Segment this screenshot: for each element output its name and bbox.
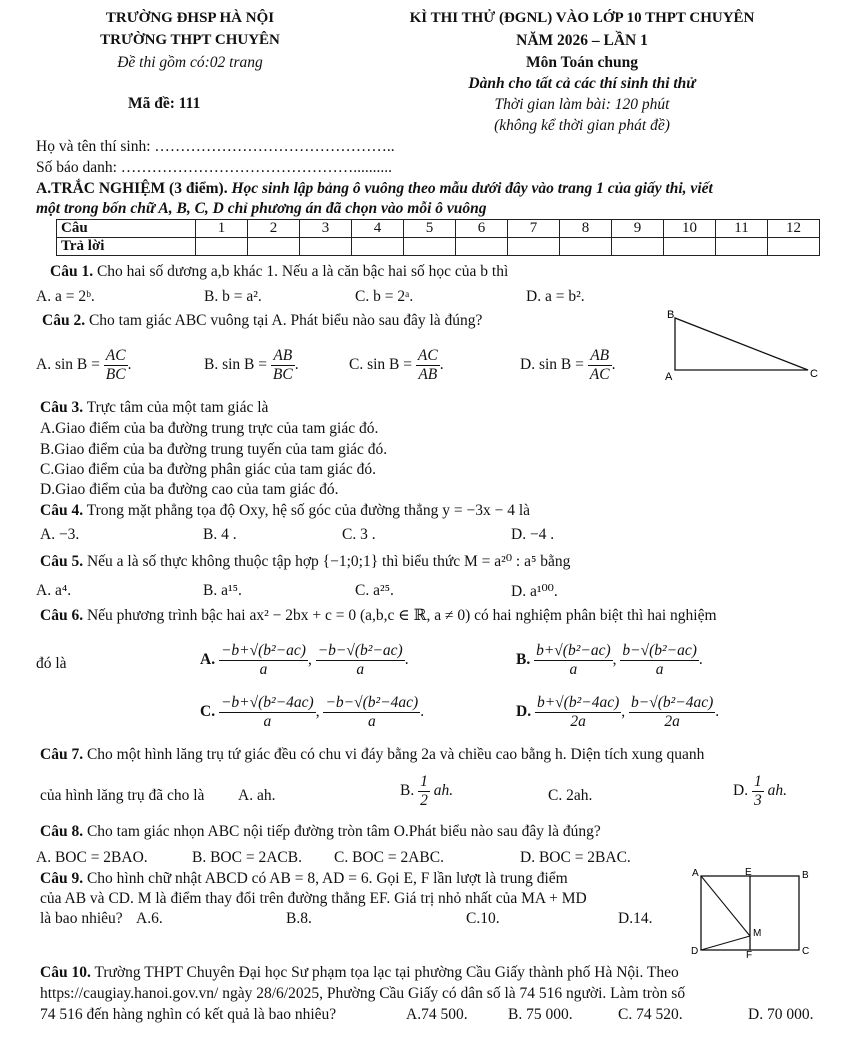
candidate-name: Họ và tên thí sinh: ……………………………………….. <box>36 138 395 155</box>
q2-d-label: D. sin B = <box>520 355 584 373</box>
q4-option-b: B. 4 . <box>203 526 237 543</box>
q2-label: Câu 2. <box>42 312 86 329</box>
label-e: E <box>745 867 752 878</box>
q8-option-d: D. BOC = 2BAC. <box>520 849 631 866</box>
question-10 <box>40 964 679 982</box>
answer-col-11: 11 <box>716 220 768 238</box>
q6-d-num1: b+√(b²−4ac) <box>536 694 620 711</box>
triangle-shape <box>675 318 808 370</box>
answer-cell[interactable] <box>248 238 300 256</box>
page-count: Đề thi gồm có:02 trang <box>117 54 263 71</box>
q2-option-c: C. sin B = $\frac{AC}{AB}$ . <box>349 347 444 383</box>
exam-title: KÌ THI THỬ (ĐGNL) VÀO LỚP 10 THPT CHUYÊN <box>409 10 755 26</box>
q6-b-den2: a <box>655 660 664 678</box>
q2-d-num: AB <box>588 347 612 366</box>
q6-d-den2: 2a <box>664 712 680 730</box>
q9-text-3: là bao nhiêu? <box>40 910 123 927</box>
q10-text: Trường THPT Chuyên Đại học Sư phạm tọa lạc tại phường Cầu Giấy thành phố Hà Nội. Theo <box>94 964 679 981</box>
q10-option-c: C. 74 520. <box>618 1006 683 1023</box>
q2-c-label: C. sin B = <box>349 355 413 373</box>
answer-cell[interactable] <box>560 238 612 256</box>
question-8 <box>40 823 601 841</box>
q7-b-den: 2 <box>420 791 428 809</box>
q6-option-b: B. $\frac{\text{b+√(b²−ac)}}{a}$ , $\frac{\text{b−√(b²−ac)}}{a}$ . <box>516 642 703 678</box>
q3-option-c: C.Giao điểm của ba đường phân giác của tam giác đó. <box>40 461 376 478</box>
answer-cell[interactable] <box>612 238 664 256</box>
q7-option-a: A. ah. <box>238 787 276 804</box>
q5-label: Câu 5. <box>40 553 84 570</box>
vertex-b: B <box>667 309 675 321</box>
q2-triangle-figure <box>660 308 825 383</box>
q3-option-a: A.Giao điểm của ba đường trung trực của tam giác đó. <box>40 420 379 437</box>
q10-option-d: D. 70 000. <box>748 1006 814 1023</box>
subject: Môn Toán chung <box>526 54 638 71</box>
q8-option-c: C. BOC = 2ABC. <box>334 849 444 866</box>
duration: Thời gian làm bài: 120 phút <box>494 96 670 113</box>
answer-col-6: 6 <box>456 220 508 238</box>
q6-c-num1: −b+√(b²−4ac) <box>220 694 314 711</box>
label-c: C <box>802 946 810 957</box>
q5-option-c: C. a²⁵. <box>355 582 394 599</box>
answer-cell[interactable] <box>716 238 768 256</box>
segment-dm <box>701 936 750 950</box>
duration-note: (không kể thời gian phát đề) <box>494 117 670 134</box>
q6-option-a: A. $\frac{\text{−b+√(b²−ac)}}{a}$ , $\frac{\text{−b−√(b²−ac)}}{a}$ . <box>200 642 409 678</box>
question-7 <box>40 746 704 764</box>
q6-lead: đó là <box>36 655 67 672</box>
q2-b-den: BC <box>272 365 293 383</box>
section-instruction-1: Học sinh lập bảng ô vuông theo mẫu dưới đây vào trang 1 của giấy thi, viết <box>231 180 713 197</box>
vertex-c: C <box>810 368 818 380</box>
answer-col-4: 4 <box>352 220 404 238</box>
q2-option-b: B. sin B = $\frac{AB}{BC}$ . <box>204 347 299 383</box>
answer-row-label: Trả lời <box>57 238 196 256</box>
label-f: F <box>746 950 753 958</box>
q6-option-d: D. $\frac{\text{b+√(b²−4ac)}}{2a}$ , $\frac{\text{b−√(b²−4ac)}}{2a}$ . <box>516 694 720 730</box>
q8-label: Câu 8. <box>40 823 84 840</box>
q4-label: Câu 4. <box>40 502 84 519</box>
q6-c-label: C. <box>200 702 216 720</box>
answer-col-8: 8 <box>560 220 612 238</box>
q9-option-d: D.14. <box>618 910 653 927</box>
q7-d-var: ah. <box>767 781 787 799</box>
q5-option-b: B. a¹⁵. <box>203 582 242 599</box>
label-d: D <box>691 946 699 957</box>
q2-d-den: AC <box>589 365 610 383</box>
q2-a-label: A. sin B = <box>36 355 100 373</box>
q2-b-num: AB <box>271 347 295 366</box>
answer-col-10: 10 <box>664 220 716 238</box>
q2-c-den: AB <box>418 365 438 383</box>
q6-b-num1: b+√(b²−ac) <box>536 642 611 659</box>
vertex-a: A <box>665 371 673 383</box>
q1-option-c: C. b = 2ᵃ. <box>355 288 414 305</box>
q9-text-2: của AB và CD. M là điểm thay đổi trên đường thẳng EF. Giá trị nhỏ nhất của MA + MD <box>40 890 587 907</box>
q3-text: Trực tâm của một tam giác là <box>86 399 269 416</box>
q7-option-c: C. 2ah. <box>548 787 593 804</box>
q7-label: Câu 7. <box>40 746 84 763</box>
q4-text: Trong mặt phẳng tọa độ Oxy, hệ số góc của đường thẳng y = −3x − 4 là <box>86 502 531 519</box>
q5-option-d: D. a¹⁰⁰. <box>511 583 558 600</box>
q2-option-a: A. sin B = $\frac{AC}{BC}$ . <box>36 347 132 383</box>
section-heading <box>36 180 713 198</box>
answer-cell[interactable] <box>300 238 352 256</box>
q4-option-d: D. −4 . <box>511 526 555 543</box>
q1-text: Cho hai số dương a,b khác 1. Nếu a là căn bậc hai số học của b thì <box>96 263 509 280</box>
q6-b-num2: b−√(b²−ac) <box>622 642 697 659</box>
q6-a-den1: a <box>259 660 268 678</box>
q7-b-num: 1 <box>420 773 428 790</box>
q2-a-num: AC <box>105 347 126 364</box>
q9-label: Câu 9. <box>40 870 84 887</box>
q6-a-den2: a <box>356 660 365 678</box>
q6-b-label: B. <box>516 650 531 668</box>
q2-option-d: D. sin B = $\frac{AB}{AC}$ . <box>520 347 616 383</box>
answer-table-header: Câu <box>57 220 196 238</box>
question-2 <box>42 312 482 330</box>
q10-text-3: 74 516 đến hàng nghìn có kết quả là bao nhiêu? <box>40 1006 337 1023</box>
q9-option-b: B.8. <box>286 910 312 927</box>
q6-d-den1: 2a <box>570 712 586 730</box>
question-4 <box>40 502 530 520</box>
question-6 <box>40 606 717 625</box>
label-m: M <box>753 928 762 939</box>
segment-am <box>701 876 750 936</box>
question-5 <box>40 552 570 571</box>
q6-d-num2: b−√(b²−4ac) <box>630 694 714 711</box>
q6-a-label: A. <box>200 650 216 668</box>
section-title: A.TRẮC NGHIỆM (3 điểm). <box>36 180 228 197</box>
q8-text: Cho tam giác nhọn ABC nội tiếp đường tròn tâm O.Phát biểu nào sau đây là đúng? <box>86 823 601 840</box>
answer-table <box>56 219 820 256</box>
school-name-1: TRƯỜNG ĐHSP HÀ NỘI <box>105 10 275 26</box>
q3-option-d: D.Giao điểm của ba đường cao của tam giác đó. <box>40 481 339 498</box>
label-a: A <box>692 868 699 879</box>
q10-option-b: B. 75 000. <box>508 1006 573 1023</box>
audience: Dành cho tất cả các thí sinh thi thử <box>468 75 696 92</box>
q6-a-num2: −b−√(b²−ac) <box>317 642 403 659</box>
q7-d-num: 1 <box>753 773 762 790</box>
answer-cell[interactable] <box>352 238 404 256</box>
q6-b-den1: a <box>569 660 578 678</box>
q8-option-b: B. BOC = 2ACB. <box>192 849 302 866</box>
answer-col-9: 9 <box>612 220 664 238</box>
q2-text: Cho tam giác ABC vuông tại A. Phát biểu nào sau đây là đúng? <box>88 312 483 329</box>
q2-c-num: AC <box>417 347 438 364</box>
q10-option-a: A.74 500. <box>406 1006 468 1023</box>
question-3 <box>40 399 268 417</box>
q1-label: Câu 1. <box>50 263 94 280</box>
q7-text-2: của hình lăng trụ đã cho là <box>40 787 205 804</box>
answer-col-12: 12 <box>768 220 820 238</box>
answer-col-5: 5 <box>404 220 456 238</box>
answer-cell[interactable] <box>404 238 456 256</box>
q7-b-var: ah. <box>433 781 454 799</box>
answer-cell[interactable] <box>508 238 560 256</box>
q7-b-label: B. <box>400 781 415 799</box>
q6-text: Nếu phương trình bậc hai ax² − 2bx + c = 0 (a,b,c ∈ ℝ, a ≠ 0) có hai nghiệm phân biệt thì hai nghiệm <box>86 607 717 624</box>
answer-col-7: 7 <box>508 220 560 238</box>
question-1 <box>50 263 508 281</box>
exam-year: NĂM 2026 – LẦN 1 <box>516 32 648 49</box>
q2-b-label: B. sin B = <box>204 355 268 373</box>
q6-c-den2: a <box>367 712 376 730</box>
q1-option-b: B. b = a². <box>204 288 262 305</box>
answer-col-3: 3 <box>300 220 352 238</box>
exam-code: Mã đề: 111 <box>128 95 201 112</box>
answer-col-1: 1 <box>196 220 248 238</box>
q8-option-a: A. BOC = 2BAO. <box>36 849 148 866</box>
answer-cell[interactable] <box>768 238 820 256</box>
q3-label: Câu 3. <box>40 399 84 416</box>
q9-text: Cho hình chữ nhật ABCD có AB = 8, AD = 6. Gọi E, F lần lượt là trung điểm <box>86 870 568 887</box>
q10-text-2: https://caugiay.hanoi.gov.vn/ ngày 28/6/2025, Phường Cầu Giấy có dân số là 74 516 người. Làm tròn số <box>40 985 686 1002</box>
q6-c-den1: a <box>263 712 272 730</box>
q7-d-den: 3 <box>753 791 762 809</box>
q7-d-label: D. <box>733 781 749 799</box>
answer-cell[interactable] <box>456 238 508 256</box>
q6-d-label: D. <box>516 702 532 720</box>
section-instruction-2: một trong bốn chữ A, B, C, D chỉ phương án đã chọn vào mỗi ô vuông <box>36 200 487 217</box>
q9-rectangle-figure <box>688 866 818 958</box>
label-b: B <box>802 870 809 881</box>
q10-label: Câu 10. <box>40 964 91 981</box>
answer-cell[interactable] <box>664 238 716 256</box>
q9-option-a: A.6. <box>136 910 163 927</box>
q2-a-den: BC <box>105 365 126 383</box>
q6-a-num1: −b+√(b²−ac) <box>220 642 306 659</box>
q5-text: Nếu a là số thực không thuộc tập hợp {−1;0;1} thì biểu thức M = a²⁰ : a⁵ bằng <box>86 553 571 570</box>
q7-text: Cho một hình lăng trụ tứ giác đều có chu vi đáy bằng 2a và chiều cao bằng h. Diện tích xung quanh <box>86 746 705 763</box>
q7-option-b <box>400 773 453 810</box>
question-9 <box>40 870 568 888</box>
q6-c-num2: −b−√(b²−4ac) <box>325 694 419 711</box>
q1-option-d: D. a = b². <box>526 288 585 305</box>
q6-label: Câu 6. <box>40 607 84 624</box>
answer-col-2: 2 <box>248 220 300 238</box>
q6-option-c: C. $\frac{\text{−b+√(b²−4ac)}}{a}$ , $\frac{\text{−b−√(b²−4ac)}}{a}$ . <box>200 694 425 730</box>
candidate-id: Số báo danh: ……………………………………….......... <box>36 159 393 176</box>
answer-cell[interactable] <box>196 238 248 256</box>
q5-option-a: A. a⁴. <box>36 582 72 599</box>
q1-option-a: A. a = 2ᵇ. <box>36 288 95 305</box>
q9-option-c: C.10. <box>466 910 500 927</box>
q3-option-b: B.Giao điểm của ba đường trung tuyến của tam giác đó. <box>40 441 388 458</box>
school-name-2: TRƯỜNG THPT CHUYÊN <box>100 32 280 48</box>
q4-option-c: C. 3 . <box>342 526 376 543</box>
q7-option-d <box>733 773 787 810</box>
q4-option-a: A. −3. <box>40 526 80 543</box>
